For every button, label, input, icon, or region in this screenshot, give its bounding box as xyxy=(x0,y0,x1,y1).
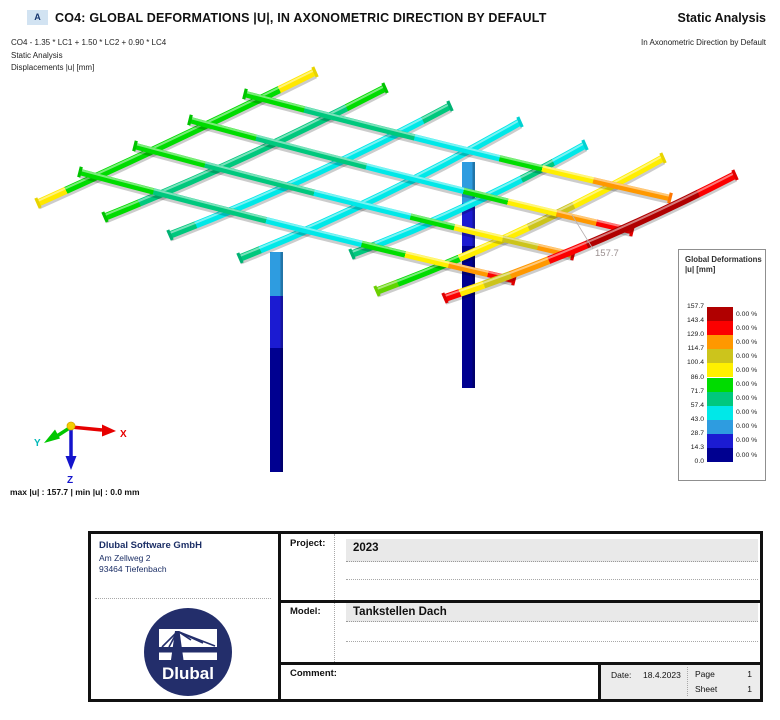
sheet-label: Sheet xyxy=(695,684,718,694)
x-axis-arrow-icon xyxy=(102,425,116,437)
legend-color-band xyxy=(707,392,733,406)
legend-percentage: 0.00 % xyxy=(736,423,758,431)
legend-percentage: 0.00 % xyxy=(736,451,758,459)
legend-value: 143.4 xyxy=(686,317,704,325)
legend-color-band xyxy=(707,378,733,392)
legend-scale xyxy=(679,303,765,477)
company-cell xyxy=(91,534,281,699)
result-type-line: Displacements |u| [mm] xyxy=(11,63,95,72)
legend-percentage: 0.00 % xyxy=(736,409,758,417)
date-page-sheet-cell xyxy=(598,665,760,699)
sheet-value: 1 xyxy=(747,684,752,694)
model-label: Model: xyxy=(290,606,321,617)
project-label: Project: xyxy=(290,538,326,549)
legend-percentage: 0.00 % xyxy=(736,381,758,388)
max-deformation-value: 157.7 xyxy=(595,248,619,259)
x-axis-label: X xyxy=(120,429,127,440)
y-axis-arrow-icon xyxy=(44,430,60,444)
legend-percentage: 0.00 % xyxy=(736,366,758,374)
page-value: 1 xyxy=(747,669,752,679)
legend-percentage: 0.00 % xyxy=(736,310,758,318)
title-block xyxy=(88,531,763,702)
company-name: Dlubal Software GmbH xyxy=(99,540,202,551)
date-value: 18.4.2023 xyxy=(643,670,681,680)
legend-value: 43.0 xyxy=(690,415,704,423)
legend-color-band xyxy=(707,420,733,434)
column-left[interactable] xyxy=(270,252,283,472)
legend-percentage: 0.00 % xyxy=(736,338,758,346)
legend-value: 129.0 xyxy=(686,331,704,339)
legend-value: 0.0 xyxy=(694,458,704,466)
report-title-right: Static Analysis xyxy=(677,11,766,25)
project-value-field[interactable]: 2023 xyxy=(346,539,758,562)
legend-color-band xyxy=(707,349,733,363)
legend-value: 71.7 xyxy=(690,387,704,395)
legend-value: 14.3 xyxy=(690,444,704,451)
legend-value: 28.7 xyxy=(690,429,704,437)
legend-percentage: 0.00 % xyxy=(736,352,758,360)
legend-color-band xyxy=(707,434,733,448)
legend-color-band xyxy=(707,335,733,349)
legend-value: 57.4 xyxy=(690,401,704,409)
dlubal-logo-icon xyxy=(142,606,234,698)
legend-percentage: 0.00 % xyxy=(736,324,758,332)
analysis-type-line: Static Analysis xyxy=(11,50,63,60)
combination-line: CO4 - 1.35 * LC1 + 1.50 * LC2 + 0.90 * LC4 xyxy=(11,38,167,47)
legend-value: 86.0 xyxy=(690,373,704,381)
z-axis-arrow-icon xyxy=(66,456,77,470)
legend-color-band xyxy=(707,363,733,377)
origin-node-icon xyxy=(67,422,75,430)
page-marker-badge: A xyxy=(27,10,48,25)
legend-color-band xyxy=(707,448,733,462)
page-label: Page xyxy=(695,669,715,679)
legend-value: 100.4 xyxy=(686,359,704,367)
legend-color-band xyxy=(707,307,733,321)
legend-percentage: 0.00 % xyxy=(736,437,758,445)
legend-percentage: 0.00 % xyxy=(736,395,758,403)
legend-color-band xyxy=(707,321,733,335)
legend-color-band xyxy=(707,406,733,420)
model-value-field[interactable]: Tankstellen Dach xyxy=(346,603,758,622)
comment-label: Comment: xyxy=(290,668,337,679)
legend-title: Global Deformations |u| [mm] xyxy=(685,255,762,274)
legend-value: 157.7 xyxy=(686,303,704,310)
z-axis-label: Z xyxy=(67,475,74,486)
company-city: 93464 Tiefenbach xyxy=(99,564,167,574)
axis-triad xyxy=(34,422,127,486)
report-title: CO4: GLOBAL DEFORMATIONS |U|, IN AXONOMETRIC DIRECTION BY DEFAULT xyxy=(55,11,547,25)
date-label: Date: xyxy=(611,670,632,680)
deformation-legend xyxy=(678,249,766,481)
company-street: Am Zellweg 2 xyxy=(99,553,151,563)
logo-text: Dlubal xyxy=(162,664,214,683)
legend-value: 114.7 xyxy=(687,345,704,353)
result-summary: max |u| : 157.7 | min |u| : 0.0 mm xyxy=(10,487,140,497)
y-axis-label: Y xyxy=(34,438,41,449)
direction-subtitle: In Axonometric Direction by Default xyxy=(641,38,766,47)
